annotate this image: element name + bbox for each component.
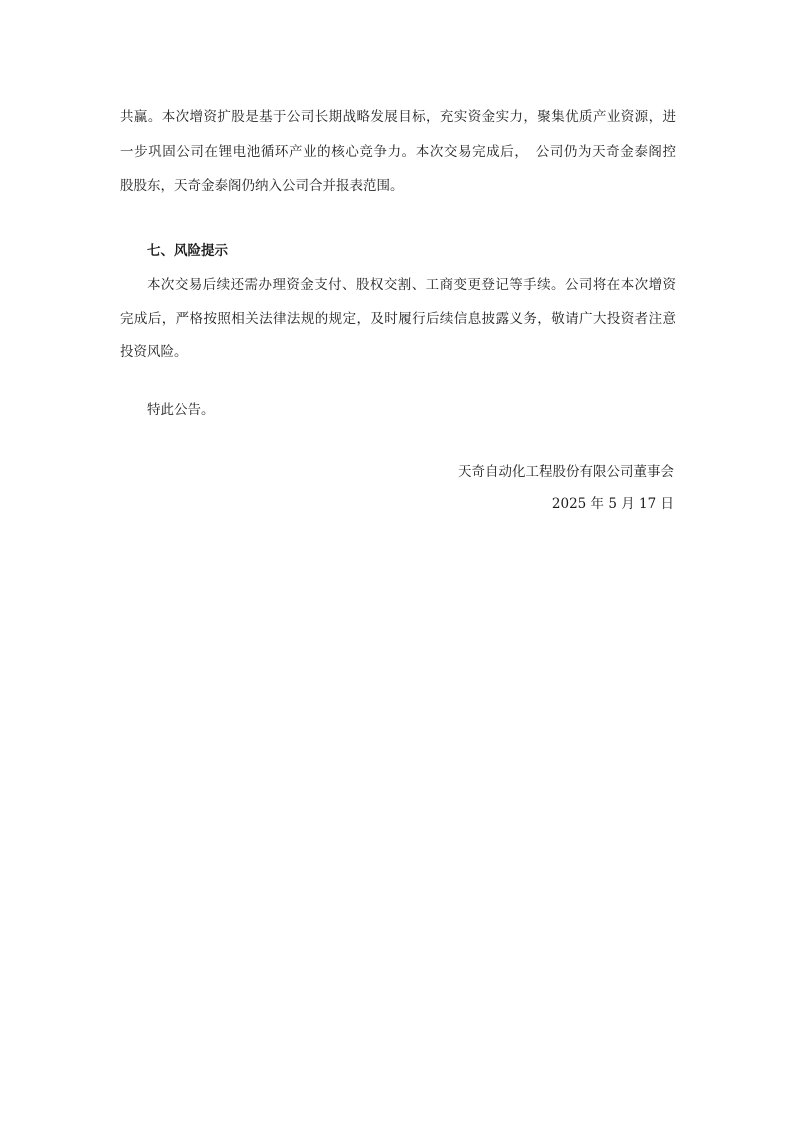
paragraph-line-2: 一步巩固公司在锂电池循环产业的核心竞争力。本次交易完成后， 公司仍为天奇金泰阁控 bbox=[120, 144, 676, 160]
risk-paragraph-line-2: 完成后，严格按照相关法律法规的规定，及时履行后续信息披露义务，敬请广大投资者注意 bbox=[120, 311, 676, 327]
signatory: 天奇自动化工程股份有限公司董事会 bbox=[458, 464, 674, 480]
announcement-text: 特此公告。 bbox=[147, 402, 215, 418]
risk-paragraph-line-3: 投资风险。 bbox=[120, 344, 188, 360]
paragraph-line-1: 共赢。本次增资扩股是基于公司长期战略发展目标，充实资金实力，聚集优质产业资源，进 bbox=[120, 109, 676, 125]
paragraph-line-3: 股股东，天奇金泰阁仍纳入公司合并报表范围。 bbox=[120, 178, 404, 194]
announcement-date: 2025 年 5 月 17 日 bbox=[551, 496, 674, 512]
section-heading-risk: 七、风险提示 bbox=[147, 243, 228, 259]
risk-paragraph-line-1: 本次交易后续还需办理资金支付、股权交割、工商变更登记等手续。公司将在本次增资 bbox=[147, 277, 676, 293]
